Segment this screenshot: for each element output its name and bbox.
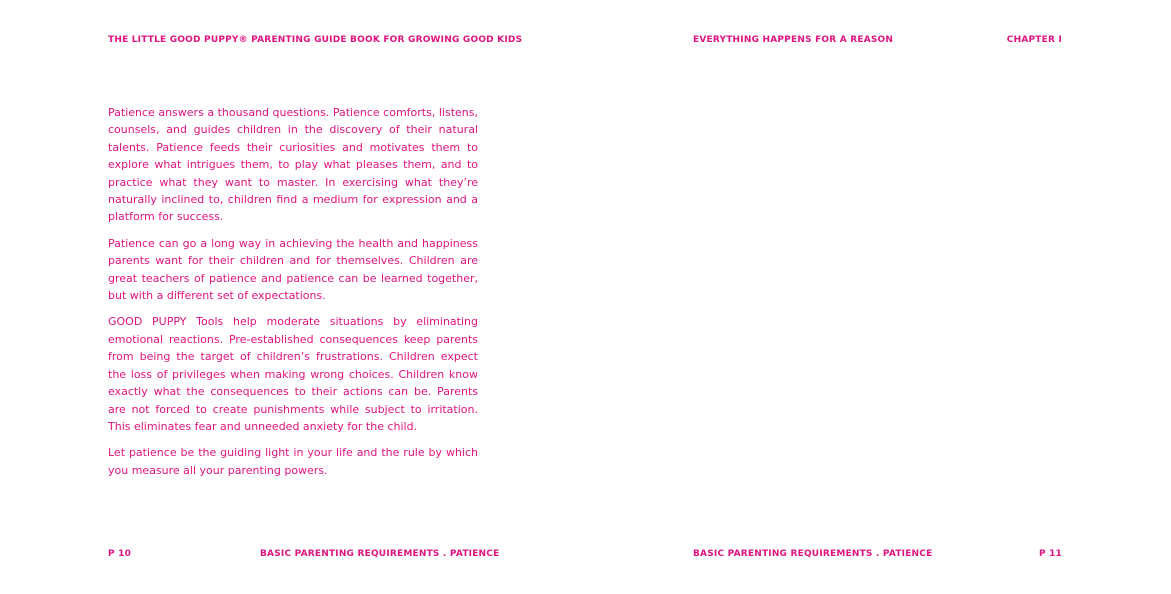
- paragraph: GOOD PUPPY Tools help moderate situations by eliminating emotional reactions. Pre-established consequences keep parents from being the target of children’s frustrations. Children expect the loss of privileges when making wrong choices. Children know exactly what the consequences to their actions can be. Parents are not forced to create punishments while subject to irritation. This eliminates fear and unneeded anxiety for the child.: [108, 315, 478, 433]
- chapter-label: CHAPTER I: [1006, 35, 1062, 45]
- paragraph: Let patience be the guiding light in your life and the rule by which you measure all your parenting powers.: [108, 446, 478, 477]
- left-page-body: [108, 104, 478, 488]
- paragraph: Patience answers a thousand questions. Patience comforts, listens, counsels, and guides children in the discovery of their natural talents. Patience feeds their curiosities and motivates them to explore what intrigues them, to play what pleases them, and to practice what they want to master. In exercising what they’re naturally inclined to, children find a medium for expression and a platform for success.: [108, 106, 478, 224]
- right-footer-section: BASIC PARENTING REQUIREMENTS . PATIENCE: [693, 549, 933, 559]
- right-running-header: EVERYTHING HAPPENS FOR A REASON: [693, 35, 894, 45]
- left-footer-section: BASIC PARENTING REQUIREMENTS . PATIENCE: [260, 549, 500, 559]
- left-page-number: P 10: [108, 549, 132, 559]
- paragraph: Patience can go a long way in achieving the health and happiness parents want for their children and for themselves. Children are great teachers of patience and patience can be learned together, but with a different set of expectations.: [108, 236, 478, 303]
- left-running-header: THE LITTLE GOOD PUPPY® PARENTING GUIDE BOOK FOR GROWING GOOD KIDS: [108, 35, 523, 45]
- right-page-number: P 11: [1038, 549, 1062, 559]
